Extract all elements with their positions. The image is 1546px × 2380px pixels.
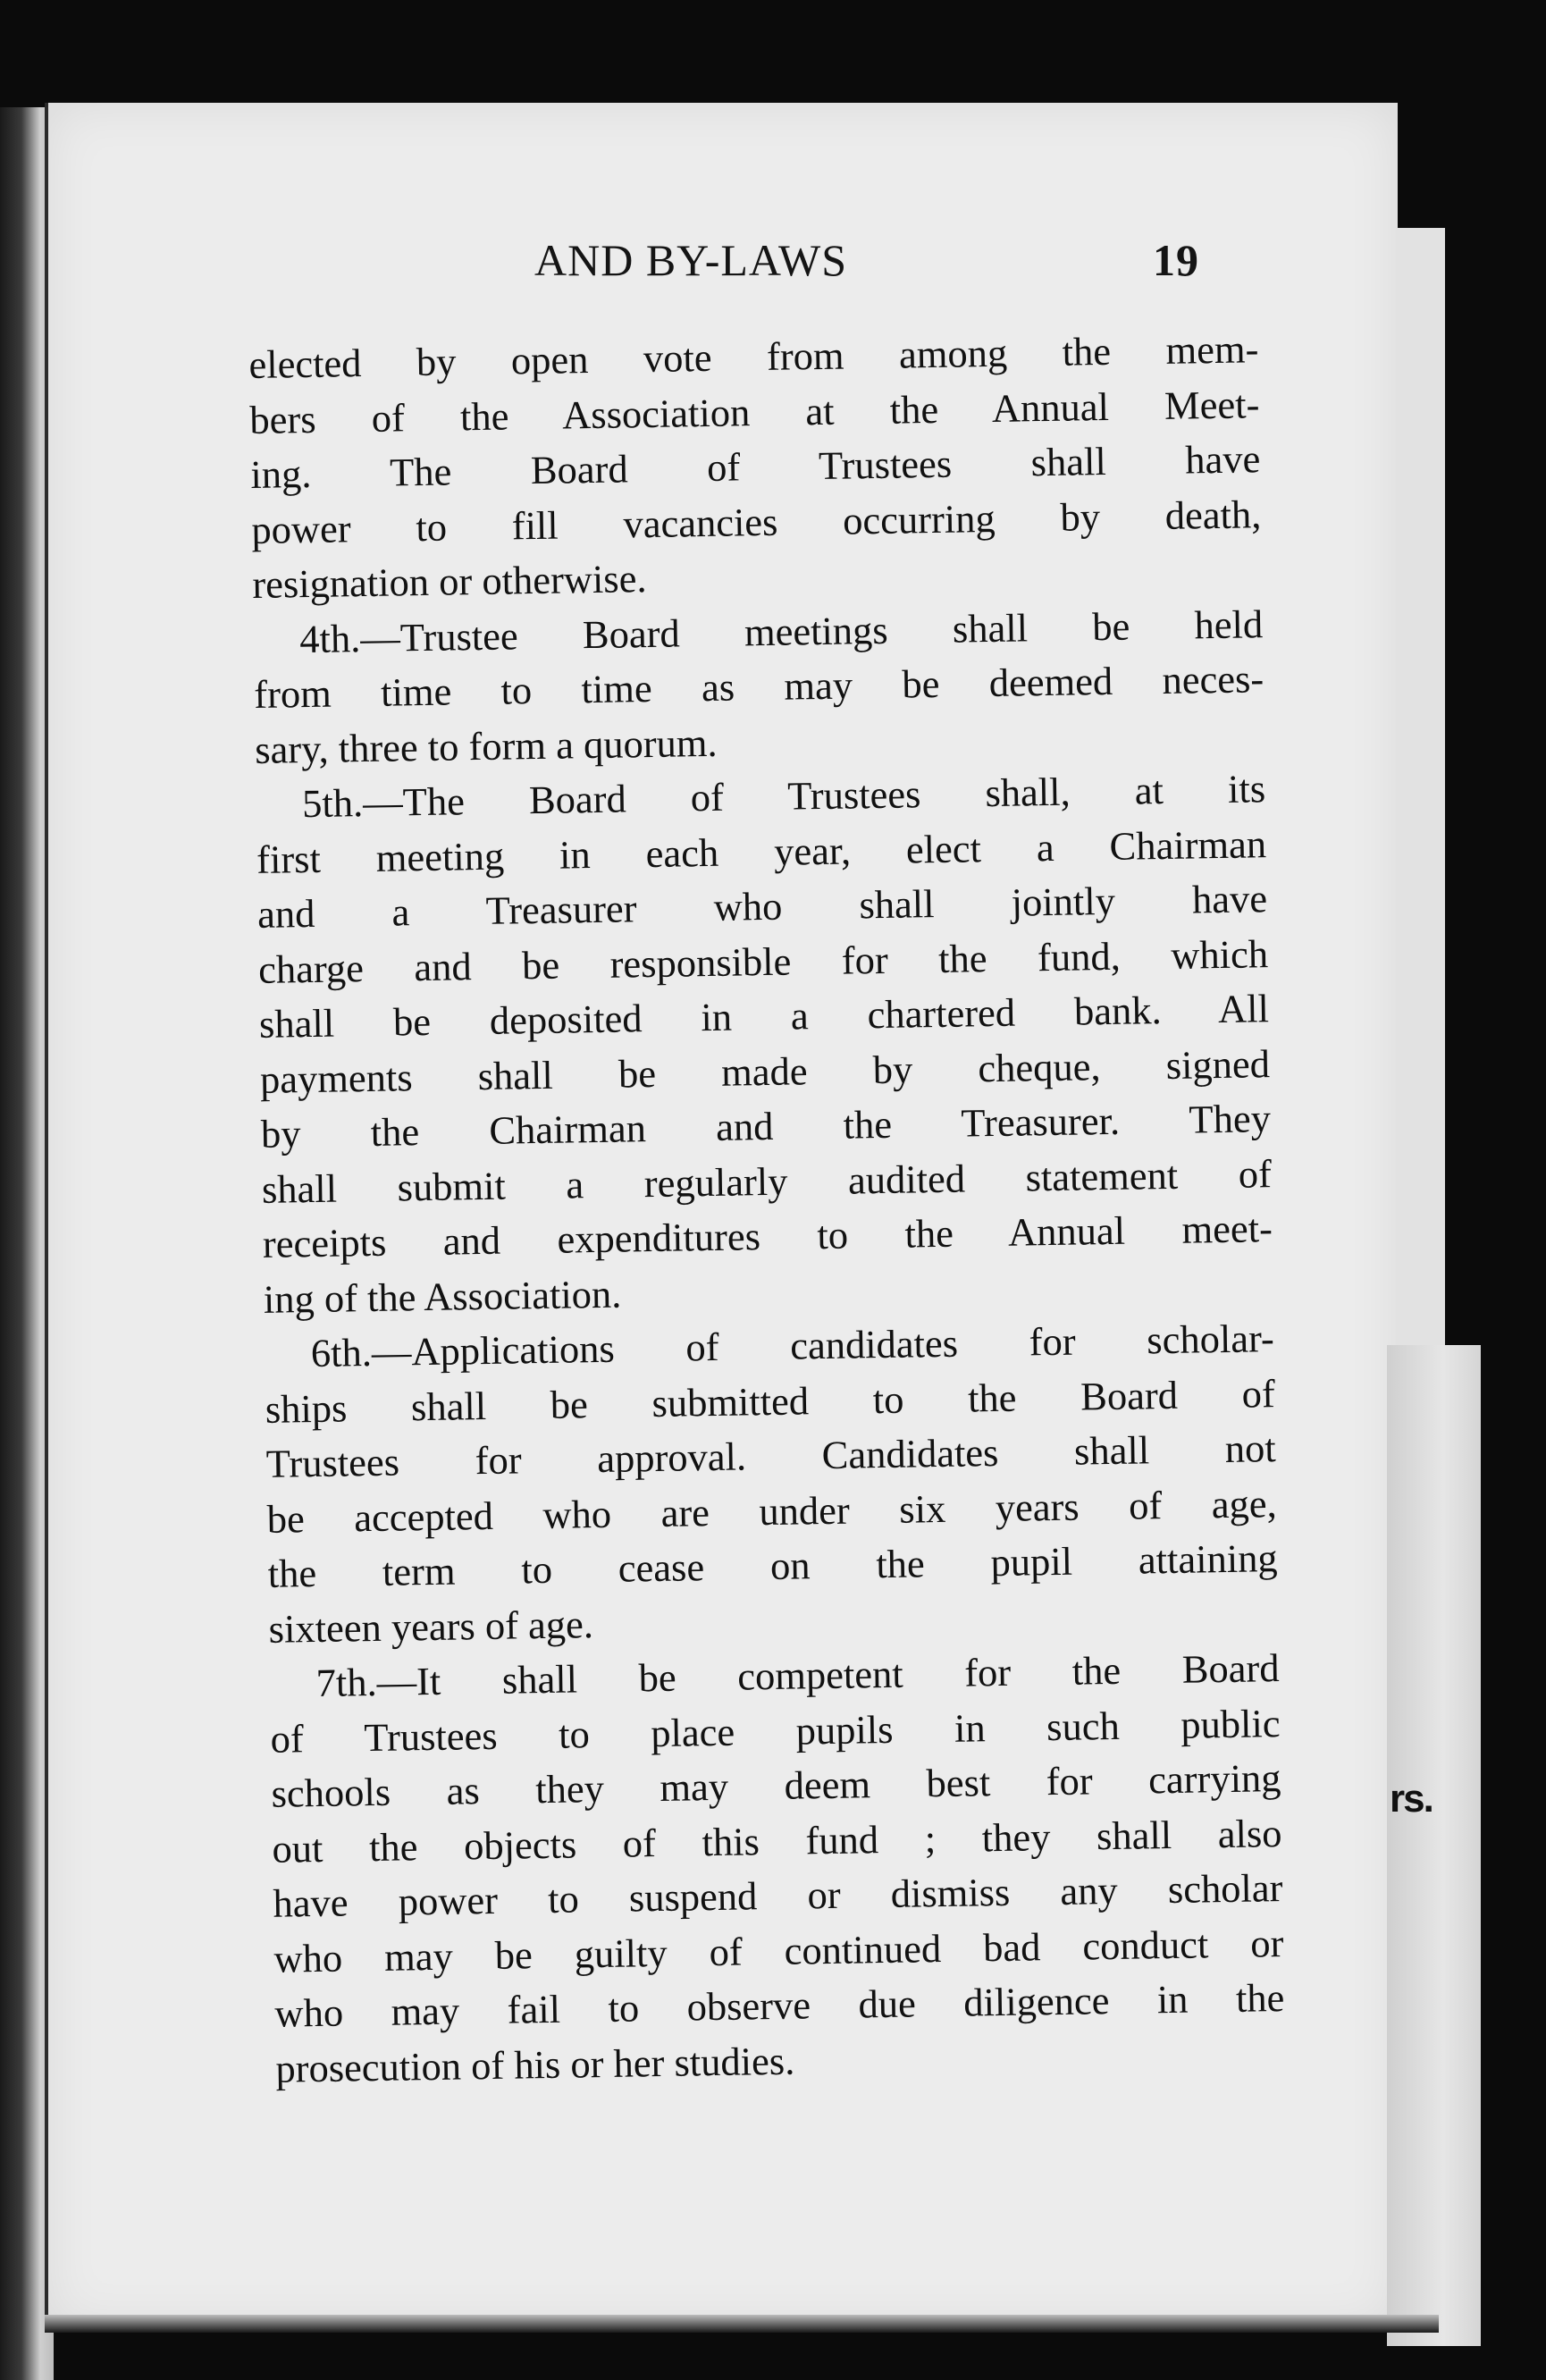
text-line: shall be deposited in a chartered bank. All bbox=[258, 986, 1270, 1047]
text-line: shall submit a regularly audited statement of bbox=[261, 1150, 1273, 1212]
running-header bbox=[534, 234, 1231, 297]
running-title: AND BY-LAWS bbox=[534, 235, 848, 285]
text-line: by the Chairman and the Treasurer. They bbox=[260, 1096, 1272, 1156]
text-line: sary, three to form a quorum. bbox=[254, 719, 718, 772]
text-line: resignation or otherwise. bbox=[251, 556, 647, 607]
text-line: 5th.—The Board of Trustees shall, at its bbox=[301, 766, 1266, 827]
margin-text-fragment: rs. bbox=[1390, 1777, 1433, 1821]
text-line: Trustees for approval. Candidates shall not bbox=[265, 1425, 1277, 1486]
text-line: schools as they may deem best for carrying bbox=[271, 1755, 1281, 1816]
body-text bbox=[248, 322, 1286, 2097]
text-line: receipts and expenditures to the Annual meet- bbox=[262, 1206, 1273, 1266]
text-line: 4th.—Trustee Board meetings shall be held bbox=[298, 601, 1264, 661]
bottom-page-shadow bbox=[45, 2315, 1439, 2333]
text-line: be accepted who are under six years of age, bbox=[266, 1480, 1278, 1542]
text-line: of Trustees to place pupils in such public bbox=[270, 1700, 1281, 1762]
text-line: payments shall be made by cheque, signed bbox=[259, 1040, 1271, 1102]
text-line: ing of the Association. bbox=[263, 1271, 622, 1322]
text-line: bers of the Association at the Annual Meet- bbox=[249, 381, 1260, 442]
right-page-edge bbox=[1396, 228, 1445, 1345]
text-line: elected by open vote from among the mem- bbox=[248, 326, 1259, 387]
text-line: power to fill vacancies occurring by death, bbox=[250, 491, 1262, 552]
text-line: ships shall be submitted to the Board of bbox=[265, 1370, 1276, 1432]
text-line: out the objects of this fund ; they shall also bbox=[272, 1810, 1282, 1871]
underlying-page-edge bbox=[1387, 1345, 1481, 2346]
text-line: and a Treasurer who shall jointly have bbox=[256, 876, 1268, 937]
text-line: who may fail to observe due diligence in the bbox=[274, 1975, 1285, 2036]
text-line: first meeting in each year, elect a Chairman bbox=[256, 820, 1267, 882]
text-line: sixteen years of age. bbox=[268, 1601, 594, 1652]
text-line: 6th.—Applications of candidates for scholar- bbox=[310, 1316, 1275, 1376]
text-line: who may be guilty of continued bad conduct or bbox=[273, 1920, 1284, 1981]
page-number: 19 bbox=[1153, 235, 1199, 285]
text-line: prosecution of his or her studies. bbox=[275, 2038, 795, 2091]
text-line: ing. The Board of Trustees shall have bbox=[250, 436, 1261, 497]
text-line: the term to cease on the pupil attaining bbox=[267, 1535, 1278, 1596]
text-line: have power to suspend or dismiss any scholar bbox=[273, 1865, 1283, 1926]
text-line: 7th.—It shall be competent for the Board bbox=[315, 1645, 1280, 1705]
text-line: from time to time as may be deemed neces- bbox=[253, 656, 1265, 717]
text-line: charge and be responsible for the fund, which bbox=[257, 930, 1269, 992]
